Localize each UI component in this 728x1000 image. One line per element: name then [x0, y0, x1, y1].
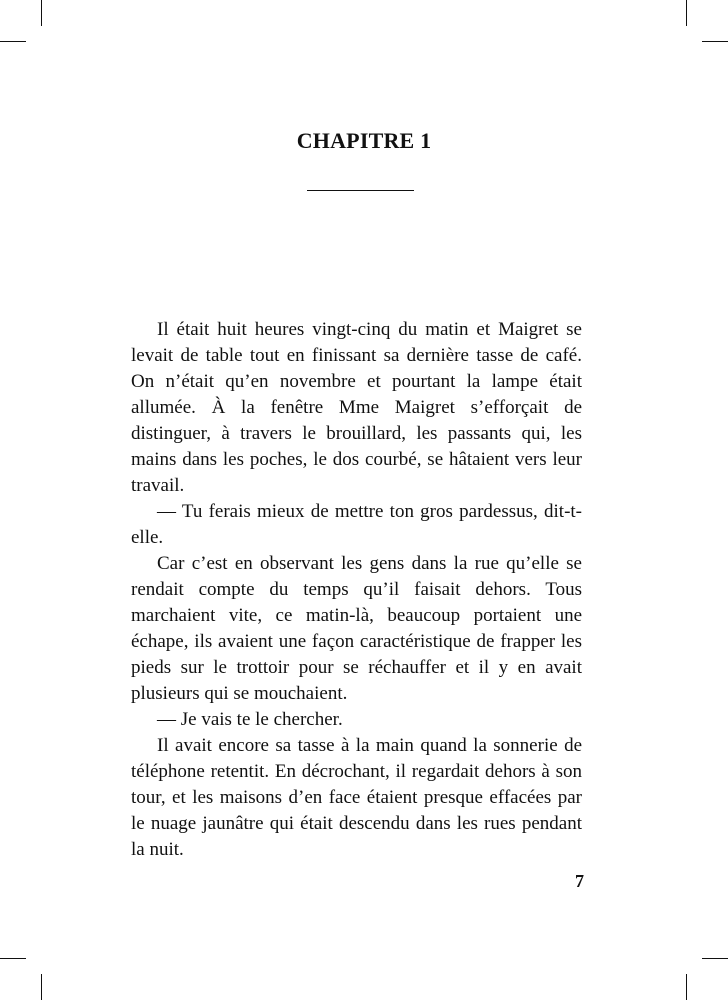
body-text: [131, 317, 582, 863]
crop-mark-bottom-left-vertical: [41, 974, 42, 1000]
crop-mark-top-right-horizontal: [702, 41, 728, 42]
crop-mark-bottom-left-horizontal: [0, 958, 26, 959]
paragraph-2: — Tu ferais mieux de mettre ton gros pardessus, dit-t-elle.: [131, 501, 582, 548]
title-rule: [307, 190, 414, 191]
crop-mark-top-left-horizontal: [0, 41, 26, 42]
page-number: 7: [575, 871, 584, 891]
paragraph-1: Il était huit heures vingt-cinq du matin et Maigret se levait de table tout en finissant sa dernière tasse de café. On n’était qu’en novembre et pourtant la lampe était allumée. À la fenêtre Mme Maigret s’efforçait de distinguer, à travers le brouillard, les passants qui, les mains dans les poches, le dos courbé, se hâtaient vers leur travail.: [131, 319, 582, 496]
crop-mark-bottom-right-vertical: [686, 974, 687, 1000]
crop-mark-top-left-vertical: [41, 0, 42, 26]
paragraph-3: Car c’est en observant les gens dans la rue qu’elle se rendait compte du temps qu’il faisait dehors. Tous marchaient vite, ce matin-là, beaucoup portaient une échape, ils avaient une façon caractéristique de frapper les pieds sur le trottoir pour se réchauffer et il y en avait plusieurs qui se mouchaient.: [131, 553, 582, 704]
chapter-title: CHAPITRE 1: [296, 128, 432, 153]
paragraph-5: Il avait encore sa tasse à la main quand la sonnerie de téléphone retentit. En décrochant, il regardait dehors à son tour, et les maisons d’en face étaient presque effacées par le nuage jaunâtre qui était descendu dans les rues pendant la nuit.: [131, 735, 582, 860]
crop-mark-top-right-vertical: [686, 0, 687, 26]
paragraph-4: — Je vais te le chercher.: [157, 709, 343, 730]
crop-mark-bottom-right-horizontal: [702, 958, 728, 959]
